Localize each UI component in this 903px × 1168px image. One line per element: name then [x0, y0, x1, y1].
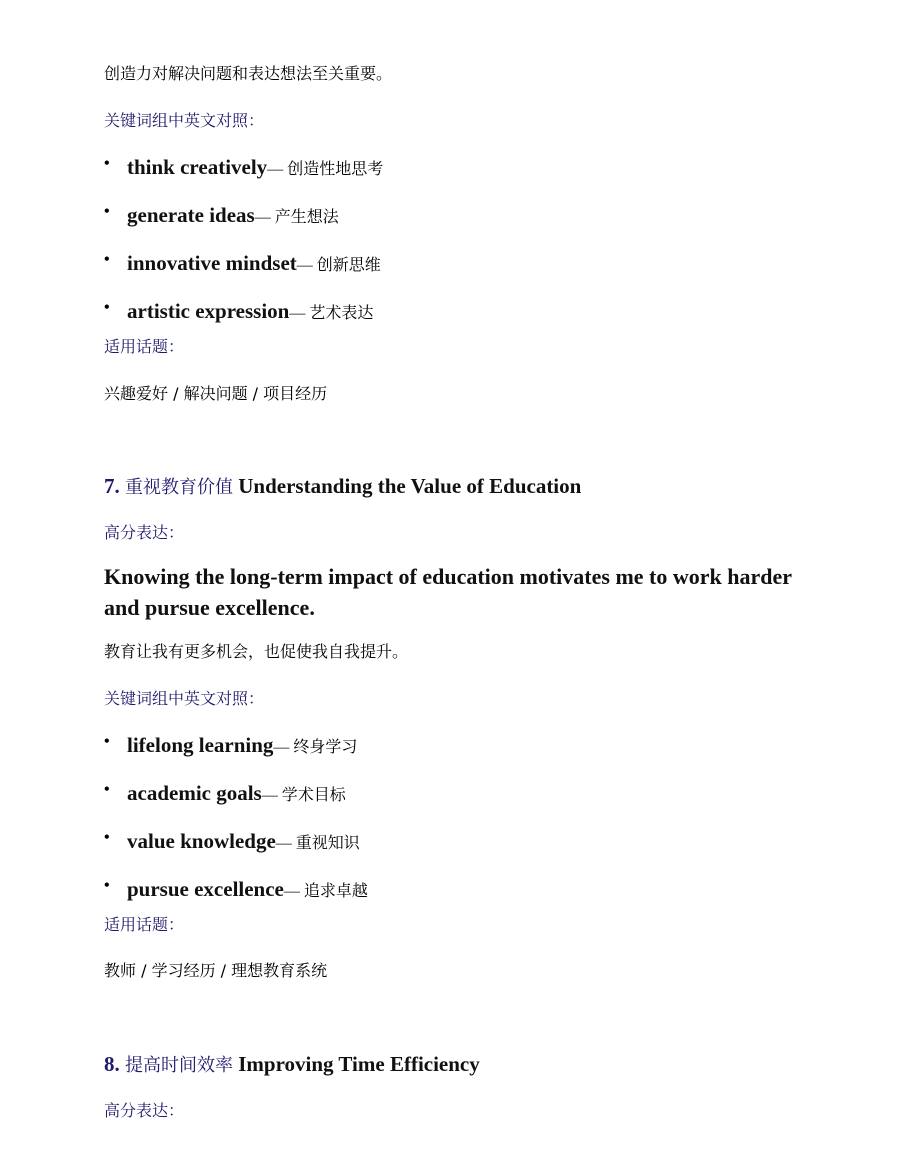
section6-topics-label: 适用话题： — [104, 337, 185, 356]
term-english: innovative mindset — [127, 251, 297, 275]
section-title-english: Improving Time Efficiency — [238, 1052, 480, 1076]
document-content — [104, 63, 794, 1122]
term-dash: — — [296, 257, 313, 274]
bullet-icon: • — [104, 829, 110, 846]
section7-topics-label: 适用话题： — [104, 915, 185, 934]
section7-quote: Knowing the long-term impact of education motivates me to work harder and pursue excellence. — [104, 564, 792, 620]
list-item — [104, 779, 794, 827]
term-chinese: 学术目标 — [281, 785, 346, 804]
section7-term-list — [104, 731, 794, 923]
list-item — [104, 297, 794, 345]
section7-expression-label: 高分表达： — [104, 523, 185, 542]
bullet-icon: • — [104, 781, 110, 798]
bullet-icon: • — [104, 877, 110, 894]
term-dash: — — [283, 883, 300, 900]
section6-term-list — [104, 153, 794, 345]
section7-topics: 教师 / 学习经历 / 理想教育系统 — [104, 961, 328, 980]
section-number: 7. — [104, 474, 120, 498]
term-english: generate ideas — [127, 203, 255, 227]
section7-keywords-label: 关键词组中英文对照： — [104, 689, 265, 708]
term-chinese: 重视知识 — [295, 833, 360, 852]
bullet-icon: • — [104, 733, 110, 750]
bullet-icon: • — [104, 299, 110, 316]
term-chinese: 艺术表达 — [309, 303, 374, 322]
term-dash: — — [267, 161, 284, 178]
list-item — [104, 153, 794, 201]
section-title-english: Understanding the Value of Education — [238, 474, 582, 498]
term-chinese: 追求卓越 — [303, 881, 368, 900]
term-chinese: 创新思维 — [316, 255, 381, 274]
term-dash: — — [254, 209, 271, 226]
section7-translation: 教育让我有更多机会，也促使我自我提升。 — [104, 642, 409, 661]
bullet-icon: • — [104, 203, 110, 220]
section7-heading — [104, 473, 794, 501]
term-chinese: 终身学习 — [293, 737, 358, 756]
term-dash: — — [273, 739, 290, 756]
intro-translation: 创造力对解决问题和表达想法至关重要。 — [104, 64, 393, 83]
list-item — [104, 201, 794, 249]
list-item — [104, 249, 794, 297]
term-english: academic goals — [127, 781, 262, 805]
bullet-icon: • — [104, 251, 110, 268]
section8-expression-label: 高分表达： — [104, 1101, 185, 1120]
term-chinese: 产生想法 — [274, 207, 339, 226]
term-english: value knowledge — [127, 829, 276, 853]
term-english: lifelong learning — [127, 733, 274, 757]
term-english: think creatively — [127, 155, 268, 179]
section-title-chinese: 重视教育价值 — [125, 477, 233, 498]
section6-topics: 兴趣爱好 / 解决问题 / 项目经历 — [104, 384, 328, 403]
list-item — [104, 731, 794, 779]
section8-heading — [104, 1051, 794, 1079]
term-dash: — — [261, 787, 278, 804]
section-number: 8. — [104, 1052, 120, 1076]
term-english: pursue excellence — [127, 877, 284, 901]
list-item — [104, 875, 794, 923]
term-english: artistic expression — [127, 299, 290, 323]
section6-keywords-label: 关键词组中英文对照： — [104, 111, 265, 130]
list-item — [104, 827, 794, 875]
bullet-icon: • — [104, 155, 110, 172]
section-title-chinese: 提高时间效率 — [125, 1055, 233, 1076]
term-dash: — — [289, 305, 306, 322]
term-chinese: 创造性地思考 — [287, 159, 384, 178]
term-dash: — — [275, 835, 292, 852]
